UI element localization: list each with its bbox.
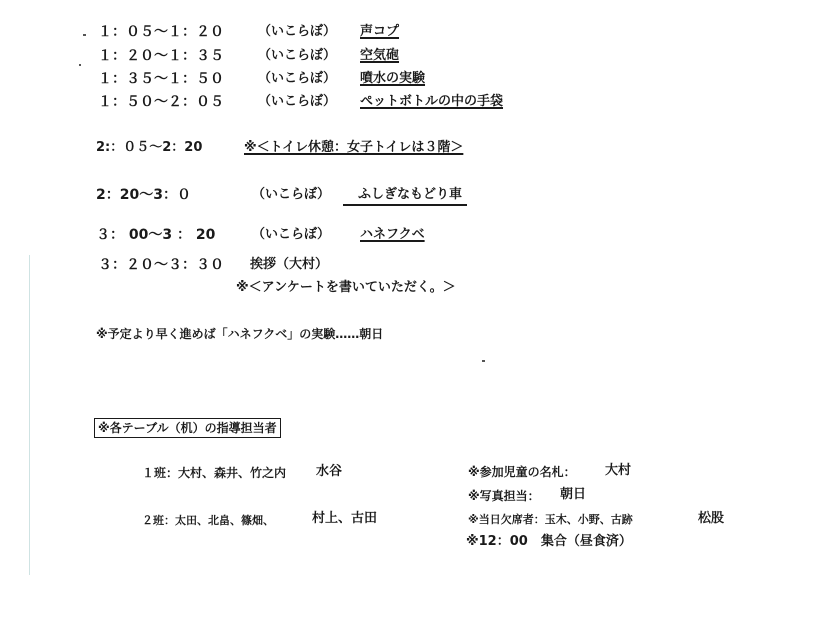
photo-label: ※写真担当： xyxy=(468,489,540,503)
schedule-time-4: １：５０～２：０５ xyxy=(98,94,224,110)
schedule-title-1: 声コプ xyxy=(360,24,400,39)
break-time: 2:：０５～2：20 xyxy=(96,140,203,155)
photo-value: 朝日 xyxy=(560,487,587,502)
absentees-label: ※当日欠席者：玉木、小野、古跡 xyxy=(468,513,633,526)
team-1-extra: 水谷 xyxy=(316,464,343,479)
schedule-title-4: ペットボトルの中の手袋 xyxy=(360,94,504,109)
schedule-who-3: （いこらぼ） xyxy=(258,71,337,86)
schedule-who-6: （いこらぼ） xyxy=(252,187,331,202)
schedule-who-7: （いこらぼ） xyxy=(252,227,331,242)
break-text: ※＜トイレ休憩：女子トイレは３階＞ xyxy=(244,140,464,155)
absentees-extra: 松股 xyxy=(698,511,725,526)
closing-greeting: 挨拶（大村） xyxy=(250,257,329,272)
schedule-time-3: １：３５～１：５０ xyxy=(98,71,224,87)
schedule-title-3: 噴水の実験 xyxy=(360,71,426,86)
team-2-members: ２班：太田、北畠、篠畑、 xyxy=(142,514,274,527)
scan-speck xyxy=(482,360,485,362)
early-finish-note: ※予定より早く進めば「ハネフクベ」の実験……朝日 xyxy=(96,327,384,341)
schedule-time-6: 2：20～3：０ xyxy=(96,187,191,203)
team-1-members: １班：大村、森井、竹之内 xyxy=(142,466,287,480)
schedule-time-1: １：０５～１：２０ xyxy=(98,24,224,40)
survey-note: ※＜アンケートを書いていただく。＞ xyxy=(236,280,456,295)
scan-speck xyxy=(83,34,86,36)
team-2-extra: 村上、古田 xyxy=(312,511,378,526)
schedule-time-7: ３： 00～3 ： 20 xyxy=(96,227,216,243)
scan-edge-line xyxy=(29,255,30,575)
schedule-title-7: ハネフクベ xyxy=(360,227,425,242)
table-assignments-heading: ※各テーブル（机）の指導担当者 xyxy=(94,418,281,438)
schedule-time-8: ３：２０～３：３０ xyxy=(98,257,224,273)
schedule-title-2: 空気砲 xyxy=(360,48,400,63)
scan-speck xyxy=(79,64,81,66)
schedule-time-2: １：２０～１：３５ xyxy=(98,48,224,64)
schedule-who-2: （いこらぼ） xyxy=(258,48,337,63)
title-underline xyxy=(343,204,467,206)
nametag-label: ※参加児童の名札： xyxy=(468,465,576,479)
nametag-value: 大村 xyxy=(605,463,632,478)
schedule-title-6: ふしぎなもどり車 xyxy=(358,187,463,202)
schedule-who-1: （いこらぼ） xyxy=(258,24,337,39)
meeting-time: ※12：00 集合（昼食済） xyxy=(466,534,632,549)
schedule-who-4: （いこらぼ） xyxy=(258,94,337,109)
